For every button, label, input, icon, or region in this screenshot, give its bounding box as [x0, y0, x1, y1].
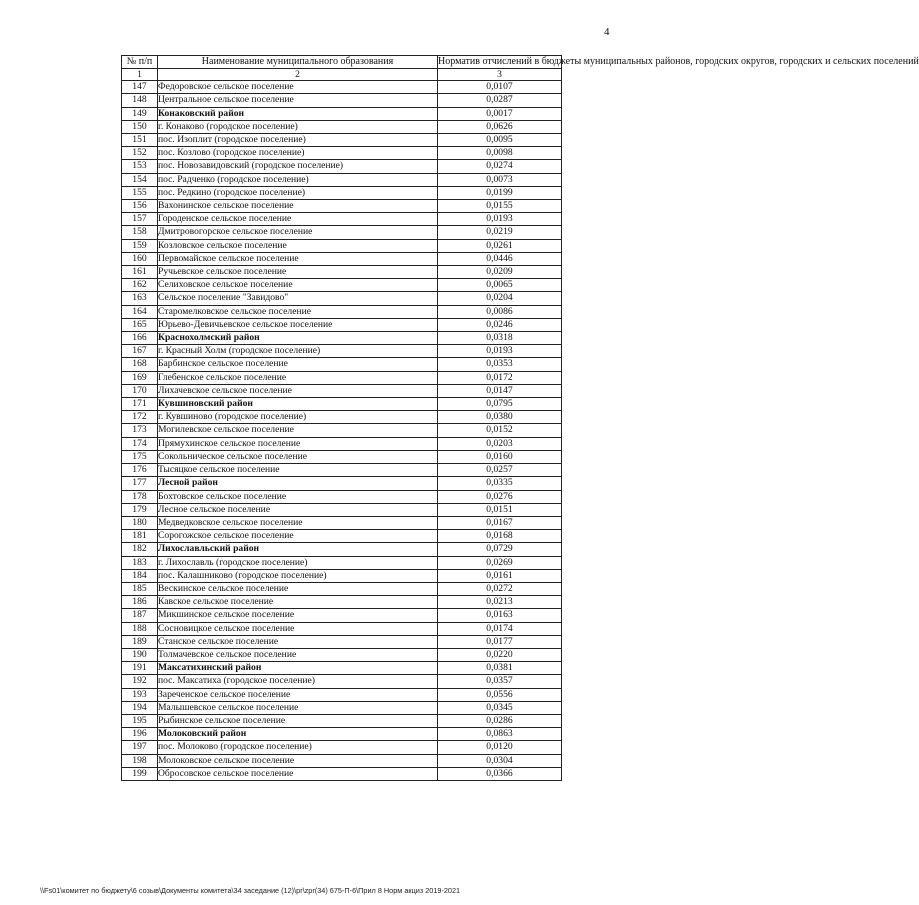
table-row	[122, 305, 562, 318]
row-norm-value: 0,0155	[438, 200, 562, 213]
row-municipality: Кавское сельское поселение	[158, 596, 438, 609]
row-norm-value: 0,0366	[438, 767, 562, 780]
table-row	[122, 569, 562, 582]
row-norm-value: 0,0276	[438, 490, 562, 503]
row-municipality: Первомайское сельское поселение	[158, 252, 438, 265]
row-number: 153	[122, 160, 158, 173]
row-number: 186	[122, 596, 158, 609]
row-municipality: Сокольническое сельское поселение	[158, 450, 438, 463]
row-municipality: пос. Изоплит (городское поселение)	[158, 134, 438, 147]
table-row	[122, 609, 562, 622]
table-row	[122, 358, 562, 371]
row-norm-value: 0,0177	[438, 635, 562, 648]
row-number: 173	[122, 424, 158, 437]
row-municipality: Селиховское сельское поселение	[158, 279, 438, 292]
table-row	[122, 424, 562, 437]
table-row	[122, 464, 562, 477]
table-row	[122, 477, 562, 490]
regulations-table	[121, 55, 919, 781]
table-row	[122, 226, 562, 239]
row-number: 178	[122, 490, 158, 503]
row-norm-value: 0,0257	[438, 464, 562, 477]
row-norm-value: 0,0246	[438, 318, 562, 331]
row-norm-value: 0,0304	[438, 754, 562, 767]
row-norm-value: 0,0152	[438, 424, 562, 437]
table-row	[122, 767, 562, 780]
table-row	[122, 292, 562, 305]
row-municipality: пос. Максатиха (городское поселение)	[158, 675, 438, 688]
row-norm-value: 0,0261	[438, 239, 562, 252]
row-number: 165	[122, 318, 158, 331]
row-number: 163	[122, 292, 158, 305]
row-municipality: Лесной район	[158, 477, 438, 490]
row-municipality: Юрьево-Девичьевское сельское поселение	[158, 318, 438, 331]
row-municipality: Молоковский район	[158, 728, 438, 741]
table-row	[122, 622, 562, 635]
row-number: 184	[122, 569, 158, 582]
table-row	[122, 503, 562, 516]
row-municipality: Краснохолмский район	[158, 332, 438, 345]
row-municipality: Лихачевское сельское поселение	[158, 384, 438, 397]
table-row	[122, 741, 562, 754]
row-norm-value: 0,0203	[438, 437, 562, 450]
row-number: 157	[122, 213, 158, 226]
row-municipality: Федоровское сельское поселение	[158, 81, 438, 94]
table-row	[122, 384, 562, 397]
row-number: 188	[122, 622, 158, 635]
table-header-row	[122, 56, 562, 69]
row-municipality: Сосновицкое сельское поселение	[158, 622, 438, 635]
index-cell: 1	[122, 69, 158, 81]
table-row	[122, 516, 562, 529]
row-municipality: Центральное сельское поселение	[158, 94, 438, 107]
row-municipality: Дмитровогорское сельское поселение	[158, 226, 438, 239]
row-municipality: Лесное сельское поселение	[158, 503, 438, 516]
index-cell: 3	[438, 69, 562, 81]
row-municipality: Тысяцкое сельское поселение	[158, 464, 438, 477]
row-number: 187	[122, 609, 158, 622]
table-row	[122, 252, 562, 265]
row-municipality: Барбинское сельское поселение	[158, 358, 438, 371]
row-norm-value: 0,0556	[438, 688, 562, 701]
row-municipality: пос. Козлово (городское поселение)	[158, 147, 438, 160]
row-number: 181	[122, 530, 158, 543]
row-municipality: Сорогожское сельское поселение	[158, 530, 438, 543]
table-row	[122, 279, 562, 292]
row-number: 151	[122, 134, 158, 147]
row-number: 166	[122, 332, 158, 345]
row-municipality: пос. Редкино (городское поселение)	[158, 186, 438, 199]
table-row	[122, 530, 562, 543]
row-municipality: Толмачевское сельское поселение	[158, 648, 438, 661]
row-number: 198	[122, 754, 158, 767]
row-norm-value: 0,0120	[438, 741, 562, 754]
row-norm-value: 0,0353	[438, 358, 562, 371]
table-row	[122, 173, 562, 186]
table-row	[122, 134, 562, 147]
header-municipality: Наименование муниципального образования	[158, 56, 438, 69]
table-row	[122, 239, 562, 252]
row-number: 154	[122, 173, 158, 186]
row-number: 152	[122, 147, 158, 160]
row-municipality: Рыбинское сельское поселение	[158, 714, 438, 727]
row-number: 175	[122, 450, 158, 463]
row-number: 172	[122, 411, 158, 424]
row-number: 149	[122, 107, 158, 120]
row-norm-value: 0,0446	[438, 252, 562, 265]
row-norm-value: 0,0381	[438, 662, 562, 675]
row-municipality: Конаковский район	[158, 107, 438, 120]
row-number: 189	[122, 635, 158, 648]
row-municipality: пос. Калашниково (городское поселение)	[158, 569, 438, 582]
row-norm-value: 0,0147	[438, 384, 562, 397]
row-municipality: Могилевское сельское поселение	[158, 424, 438, 437]
row-municipality: Микшинское сельское поселение	[158, 609, 438, 622]
row-norm-value: 0,0199	[438, 186, 562, 199]
table-row	[122, 450, 562, 463]
table-row	[122, 147, 562, 160]
row-number: 164	[122, 305, 158, 318]
row-norm-value: 0,0729	[438, 543, 562, 556]
table-row	[122, 754, 562, 767]
row-municipality: Максатихинский район	[158, 662, 438, 675]
row-number: 170	[122, 384, 158, 397]
row-number: 195	[122, 714, 158, 727]
table-row	[122, 543, 562, 556]
row-municipality: пос. Молоково (городское поселение)	[158, 741, 438, 754]
row-norm-value: 0,0168	[438, 530, 562, 543]
row-municipality: Малышевское сельское поселение	[158, 701, 438, 714]
table-row	[122, 200, 562, 213]
row-municipality: Кувшиновский район	[158, 398, 438, 411]
row-norm-value: 0,0220	[438, 648, 562, 661]
table-row	[122, 266, 562, 279]
row-number: 161	[122, 266, 158, 279]
table-row	[122, 332, 562, 345]
table-row	[122, 437, 562, 450]
row-number: 160	[122, 252, 158, 265]
row-norm-value: 0,0269	[438, 556, 562, 569]
table-row	[122, 213, 562, 226]
header-norm: Норматив отчислений в бюджеты муниципальных районов, городских округов, городских и сельских поселений	[438, 56, 919, 67]
table-row	[122, 490, 562, 503]
table-index-row	[122, 69, 562, 81]
table-row	[122, 728, 562, 741]
row-norm-value: 0,0086	[438, 305, 562, 318]
row-municipality: г. Конаково (городское поселение)	[158, 120, 438, 133]
row-municipality: Обросовское сельское поселение	[158, 767, 438, 780]
row-number: 190	[122, 648, 158, 661]
table-row	[122, 107, 562, 120]
row-number: 167	[122, 345, 158, 358]
row-number: 192	[122, 675, 158, 688]
row-number: 179	[122, 503, 158, 516]
table-row	[122, 582, 562, 595]
row-municipality: Старомелковское сельское поселение	[158, 305, 438, 318]
row-norm-value: 0,0795	[438, 398, 562, 411]
row-municipality: Козловское сельское поселение	[158, 239, 438, 252]
row-norm-value: 0,0172	[438, 371, 562, 384]
table-row	[122, 714, 562, 727]
row-municipality: Вескинское сельское поселение	[158, 582, 438, 595]
row-norm-value: 0,0286	[438, 714, 562, 727]
row-norm-value: 0,0274	[438, 160, 562, 173]
row-norm-value: 0,0209	[438, 266, 562, 279]
row-norm-value: 0,0073	[438, 173, 562, 186]
row-number: 174	[122, 437, 158, 450]
row-municipality: Зареченское сельское поселение	[158, 688, 438, 701]
row-number: 171	[122, 398, 158, 411]
row-number: 147	[122, 81, 158, 94]
row-number: 168	[122, 358, 158, 371]
header-number: № п/п	[122, 56, 158, 69]
row-norm-value: 0,0163	[438, 609, 562, 622]
row-norm-value: 0,0161	[438, 569, 562, 582]
table-row	[122, 371, 562, 384]
row-norm-value: 0,0318	[438, 332, 562, 345]
row-municipality: г. Кувшиново (городское поселение)	[158, 411, 438, 424]
row-norm-value: 0,0167	[438, 516, 562, 529]
row-number: 177	[122, 477, 158, 490]
row-municipality: Вахонинское сельское поселение	[158, 200, 438, 213]
row-norm-value: 0,0213	[438, 596, 562, 609]
table-row	[122, 81, 562, 94]
row-norm-value: 0,0863	[438, 728, 562, 741]
row-norm-value: 0,0219	[438, 226, 562, 239]
row-number: 185	[122, 582, 158, 595]
row-number: 155	[122, 186, 158, 199]
row-municipality: г. Красный Холм (городское поселение)	[158, 345, 438, 358]
table-row	[122, 160, 562, 173]
row-municipality: Прямухинское сельское поселение	[158, 437, 438, 450]
table-row	[122, 94, 562, 107]
table-row	[122, 635, 562, 648]
table-row	[122, 662, 562, 675]
row-number: 180	[122, 516, 158, 529]
row-number: 199	[122, 767, 158, 780]
row-number: 182	[122, 543, 158, 556]
row-municipality: Городенское сельское поселение	[158, 213, 438, 226]
row-number: 176	[122, 464, 158, 477]
row-number: 194	[122, 701, 158, 714]
row-norm-value: 0,0272	[438, 582, 562, 595]
table-row	[122, 596, 562, 609]
index-cell: 2	[158, 69, 438, 81]
table-row	[122, 701, 562, 714]
row-number: 148	[122, 94, 158, 107]
row-number: 183	[122, 556, 158, 569]
row-number: 162	[122, 279, 158, 292]
row-municipality: Лихославльский район	[158, 543, 438, 556]
table-row	[122, 675, 562, 688]
row-municipality: Станское сельское поселение	[158, 635, 438, 648]
table-row	[122, 648, 562, 661]
row-municipality: Молоковское сельское поселение	[158, 754, 438, 767]
row-norm-value: 0,0160	[438, 450, 562, 463]
row-norm-value: 0,0626	[438, 120, 562, 133]
row-norm-value: 0,0095	[438, 134, 562, 147]
row-norm-value: 0,0107	[438, 81, 562, 94]
row-number: 193	[122, 688, 158, 701]
row-number: 150	[122, 120, 158, 133]
row-municipality: Сельское поселение "Завидово"	[158, 292, 438, 305]
row-norm-value: 0,0065	[438, 279, 562, 292]
row-municipality: пос. Новозавидовский (городское поселение)	[158, 160, 438, 173]
table-row	[122, 186, 562, 199]
row-norm-value: 0,0380	[438, 411, 562, 424]
row-number: 197	[122, 741, 158, 754]
row-number: 196	[122, 728, 158, 741]
row-municipality: Бохтовское сельское поселение	[158, 490, 438, 503]
row-number: 191	[122, 662, 158, 675]
table-row	[122, 556, 562, 569]
row-norm-value: 0,0335	[438, 477, 562, 490]
row-municipality: Глебенское сельское поселение	[158, 371, 438, 384]
row-norm-value: 0,0151	[438, 503, 562, 516]
row-norm-value: 0,0345	[438, 701, 562, 714]
table-row	[122, 120, 562, 133]
row-norm-value: 0,0193	[438, 213, 562, 226]
row-municipality: Ручьевское сельское поселение	[158, 266, 438, 279]
table-row	[122, 398, 562, 411]
row-norm-value: 0,0098	[438, 147, 562, 160]
row-norm-value: 0,0017	[438, 107, 562, 120]
page-number: 4	[604, 26, 610, 38]
row-municipality: Медведковское сельское поселение	[158, 516, 438, 529]
row-norm-value: 0,0287	[438, 94, 562, 107]
row-number: 158	[122, 226, 158, 239]
row-number: 159	[122, 239, 158, 252]
row-number: 156	[122, 200, 158, 213]
row-municipality: пос. Радченко (городское поселение)	[158, 173, 438, 186]
row-number: 169	[122, 371, 158, 384]
row-norm-value: 0,0357	[438, 675, 562, 688]
row-norm-value: 0,0174	[438, 622, 562, 635]
file-path-footer: \\Fs01\комитет по бюджету\6 созыв\Документы комитета\34 заседание (12)\pr\zpr(34) 675-П-6\Прил 8 Норм акциз 2019-2021	[40, 886, 461, 895]
table-row	[122, 688, 562, 701]
table-row	[122, 345, 562, 358]
row-municipality: г. Лихославль (городское поселение)	[158, 556, 438, 569]
row-norm-value: 0,0193	[438, 345, 562, 358]
table-row	[122, 411, 562, 424]
table-row	[122, 318, 562, 331]
row-norm-value: 0,0204	[438, 292, 562, 305]
